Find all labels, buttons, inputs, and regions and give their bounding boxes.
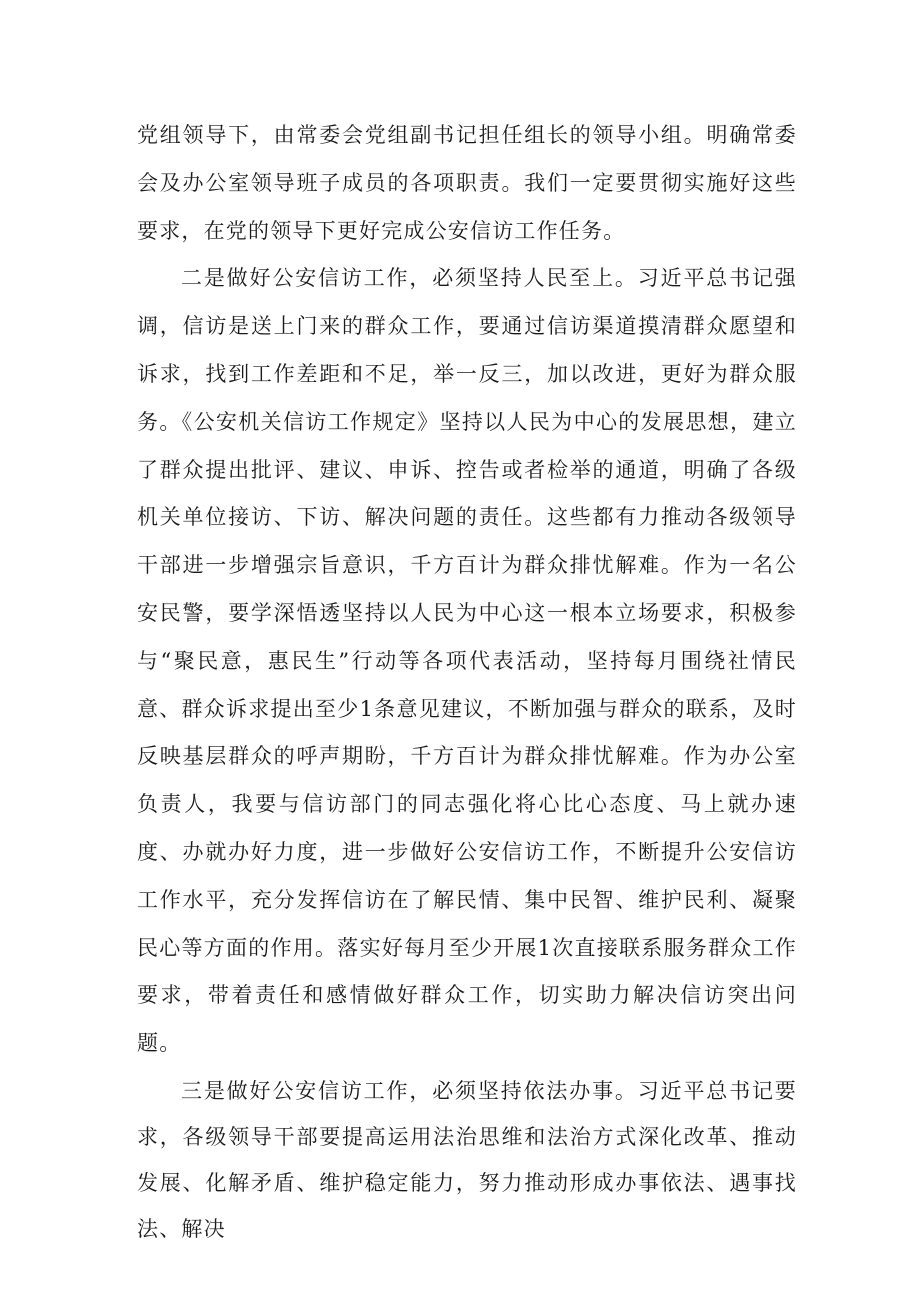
paragraph-rule-of-law: 三是做好公安信访工作，必须坚持依法办事。习近平总书记要求，各级领导干部要提高运用法治思维和法治方式深化改革、推动发展、化解矛盾、维护稳定能力，努力推动形成办事依法、遇事找法、解决 xyxy=(137,1078,797,1241)
paragraph-continued: 党组领导下，由常委会党组副书记担任组长的领导小组。明确常委会及办公室领导班子成员的各项职责。我们一定要贯彻实施好这些要求，在党的领导下更好完成公安信访工作任务。 xyxy=(137,123,797,243)
paragraph-people-first: 二是做好公安信访工作，必须坚持人民至上。习近平总书记强调，信访是送上门来的群众工作，要通过信访渠道摸清群众愿望和诉求，找到工作差距和不足，举一反三，加以改进，更好为群众服务。《公安机关信访工作规定》坚持以人民为中心的发展思想，建立了群众提出批评、建议、申诉、控告或者检举的通道，明确了各级机关单位接访、下访、解决问题的责任。这些都有力推动各级领导干部进一步增强宗旨意识，千方百计为群众排忧解难。作为一名公安民警，要学深悟透坚持以人民为中心这一根本立场要求，积极参与“聚民意，惠民生”行动等各项代表活动，坚持每月围绕社情民意、群众诉求提出至少1条意见建议，不断加强与群众的联系，及时反映基层群众的呼声期盼，千方百计为群众排忧解难。作为办公室负责人，我要与信访部门的同志强化将心比心态度、马上就办速度、办就办好力度，进一步做好公安信访工作，不断提升公安信访工作水平，充分发挥信访在了解民情、集中民智、维护民利、凝聚民心等方面的作用。落实好每月至少开展1次直接联系服务群众工作要求，带着责任和感情做好群众工作，切实助力解决信访突出问题。 xyxy=(137,266,797,1056)
document-body xyxy=(137,112,797,1252)
